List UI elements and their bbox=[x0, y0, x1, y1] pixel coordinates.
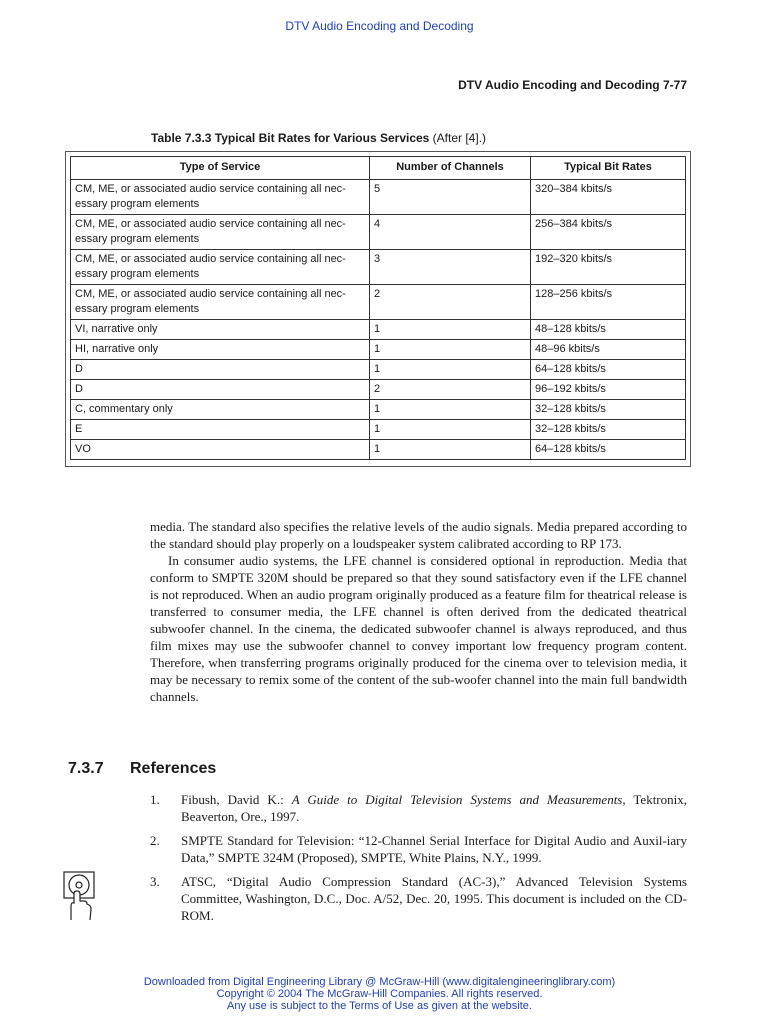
section-number: 7.3.7 bbox=[68, 760, 104, 777]
bit-rate-cell: 64–128 kbits/s bbox=[531, 440, 686, 460]
bit-rate-cell: 256–384 kbits/s bbox=[531, 215, 686, 250]
table-row bbox=[71, 215, 686, 250]
footer-copyright: Copyright © 2004 The McGraw-Hill Companies. All rights reserved. bbox=[216, 988, 543, 1000]
table-row bbox=[71, 420, 686, 440]
reference-item bbox=[150, 873, 687, 924]
reference-number: 3. bbox=[150, 874, 160, 889]
bit-rate-cell: 48–96 kbits/s bbox=[531, 340, 686, 360]
service-type-cell: CM, ME, or associated audio service containing all nec-essary program elements bbox=[71, 180, 370, 215]
reference-text: A Guide to Digital Television Systems and Measurements bbox=[291, 792, 623, 807]
service-type-cell: D bbox=[71, 380, 370, 400]
footer-terms-link[interactable]: Any use is subject to the Terms of Use as given at the website. bbox=[227, 1000, 532, 1012]
table-row bbox=[71, 380, 686, 400]
table-body bbox=[71, 180, 686, 460]
channel-count-cell: 5 bbox=[370, 180, 531, 215]
channel-count-cell: 1 bbox=[370, 440, 531, 460]
table-row bbox=[71, 320, 686, 340]
reference-text: Fibush, David K.: bbox=[181, 792, 292, 807]
reference-list bbox=[150, 791, 687, 931]
table-header-row bbox=[71, 157, 686, 180]
table-row bbox=[71, 180, 686, 215]
bit-rate-table bbox=[70, 156, 686, 460]
section-title: References bbox=[130, 760, 217, 777]
reference-number: 1. bbox=[150, 792, 160, 807]
table-caption bbox=[151, 131, 486, 145]
channel-count-cell: 1 bbox=[370, 400, 531, 420]
footer-download-link[interactable]: Downloaded from Digital Engineering Library @ McGraw-Hill (www.digitalengineeringlibrary.com) bbox=[143, 976, 616, 988]
column-header: Number of Channels bbox=[370, 157, 531, 180]
service-type-cell: CM, ME, or associated audio service containing all nec-essary program elements bbox=[71, 250, 370, 285]
body-paragraph: media. The standard also specifies the relative levels of the audio signals. Media prepared according to the standard should play properly on a loudspeaker system calibrated according to RP 173. bbox=[150, 519, 687, 551]
bit-rate-cell: 192–320 kbits/s bbox=[531, 250, 686, 285]
service-type-cell: D bbox=[71, 360, 370, 380]
channel-count-cell: 1 bbox=[370, 360, 531, 380]
table-row bbox=[71, 360, 686, 380]
footer bbox=[0, 976, 759, 1012]
body-text bbox=[150, 518, 687, 705]
channel-count-cell: 1 bbox=[370, 340, 531, 360]
cd-rom-hand-icon bbox=[62, 870, 96, 922]
top-chapter-link[interactable]: DTV Audio Encoding and Decoding bbox=[285, 19, 474, 33]
running-head: DTV Audio Encoding and Decoding 7-77 bbox=[458, 78, 687, 92]
service-type-cell: CM, ME, or associated audio service containing all nec-essary program elements bbox=[71, 215, 370, 250]
reference-item bbox=[150, 832, 687, 866]
reference-number: 2. bbox=[150, 833, 160, 848]
service-type-cell: E bbox=[71, 420, 370, 440]
bit-rate-cell: 96–192 kbits/s bbox=[531, 380, 686, 400]
reference-text: ATSC, “Digital Audio Compression Standard (AC-3),” Advanced Television Systems Committee, Washington, D.C., Doc. A/52, Dec. 20, 1995. This document is included on the CD-ROM. bbox=[181, 874, 687, 923]
channel-count-cell: 2 bbox=[370, 380, 531, 400]
reference-item bbox=[150, 791, 687, 825]
bit-rate-cell: 128–256 kbits/s bbox=[531, 285, 686, 320]
bit-rate-cell: 48–128 kbits/s bbox=[531, 320, 686, 340]
column-header: Typical Bit Rates bbox=[531, 157, 686, 180]
table-caption-source: (After [4].) bbox=[429, 131, 487, 145]
bit-rate-cell: 320–384 kbits/s bbox=[531, 180, 686, 215]
table-row bbox=[71, 285, 686, 320]
column-header: Type of Service bbox=[71, 157, 370, 180]
service-type-cell: VI, narrative only bbox=[71, 320, 370, 340]
table-row bbox=[71, 250, 686, 285]
table-caption-title: Table 7.3.3 Typical Bit Rates for Various Services bbox=[151, 131, 430, 145]
channel-count-cell: 3 bbox=[370, 250, 531, 285]
section-heading bbox=[68, 760, 216, 778]
service-type-cell: VO bbox=[71, 440, 370, 460]
service-type-cell: C, commentary only bbox=[71, 400, 370, 420]
bit-rate-cell: 64–128 kbits/s bbox=[531, 360, 686, 380]
reference-text: , Tektronix, Beaverton, Ore., 1997. bbox=[181, 792, 687, 824]
service-type-cell: CM, ME, or associated audio service containing all nec-essary program elements bbox=[71, 285, 370, 320]
bit-rate-table-frame bbox=[65, 151, 691, 467]
body-paragraph: In consumer audio systems, the LFE channel is considered optional in reproduction. Media that conform to SMPTE 320M should be prepared so that they sound satisfactory even if the LFE channel is not reproduced. When an audio program originally produced as a feature film for theatrical release is transferred to consumer media, the LFE channel is often derived from the dedicated theatrical subwoofer channel. In the cinema, the dedicated subwoofer channel is always reproduced, and thus film mixes may use the subwoofer channel to convey important low frequency program content. Therefore, when transferring programs originally produced for the cinema over to television media, it may be necessary to remix some of the content of the sub-woofer channel into the main full bandwidth channels. bbox=[150, 553, 687, 704]
table-row bbox=[71, 400, 686, 420]
bit-rate-cell: 32–128 kbits/s bbox=[531, 400, 686, 420]
channel-count-cell: 1 bbox=[370, 420, 531, 440]
channel-count-cell: 2 bbox=[370, 285, 531, 320]
reference-text: SMPTE Standard for Television: “12-Channel Serial Interface for Digital Audio and Auxil-iary Data,” SMPTE 324M (Proposed), SMPTE, White Plains, N.Y., 1999. bbox=[181, 833, 687, 865]
channel-count-cell: 1 bbox=[370, 320, 531, 340]
bit-rate-cell: 32–128 kbits/s bbox=[531, 420, 686, 440]
service-type-cell: HI, narrative only bbox=[71, 340, 370, 360]
table-row bbox=[71, 440, 686, 460]
channel-count-cell: 4 bbox=[370, 215, 531, 250]
table-row bbox=[71, 340, 686, 360]
